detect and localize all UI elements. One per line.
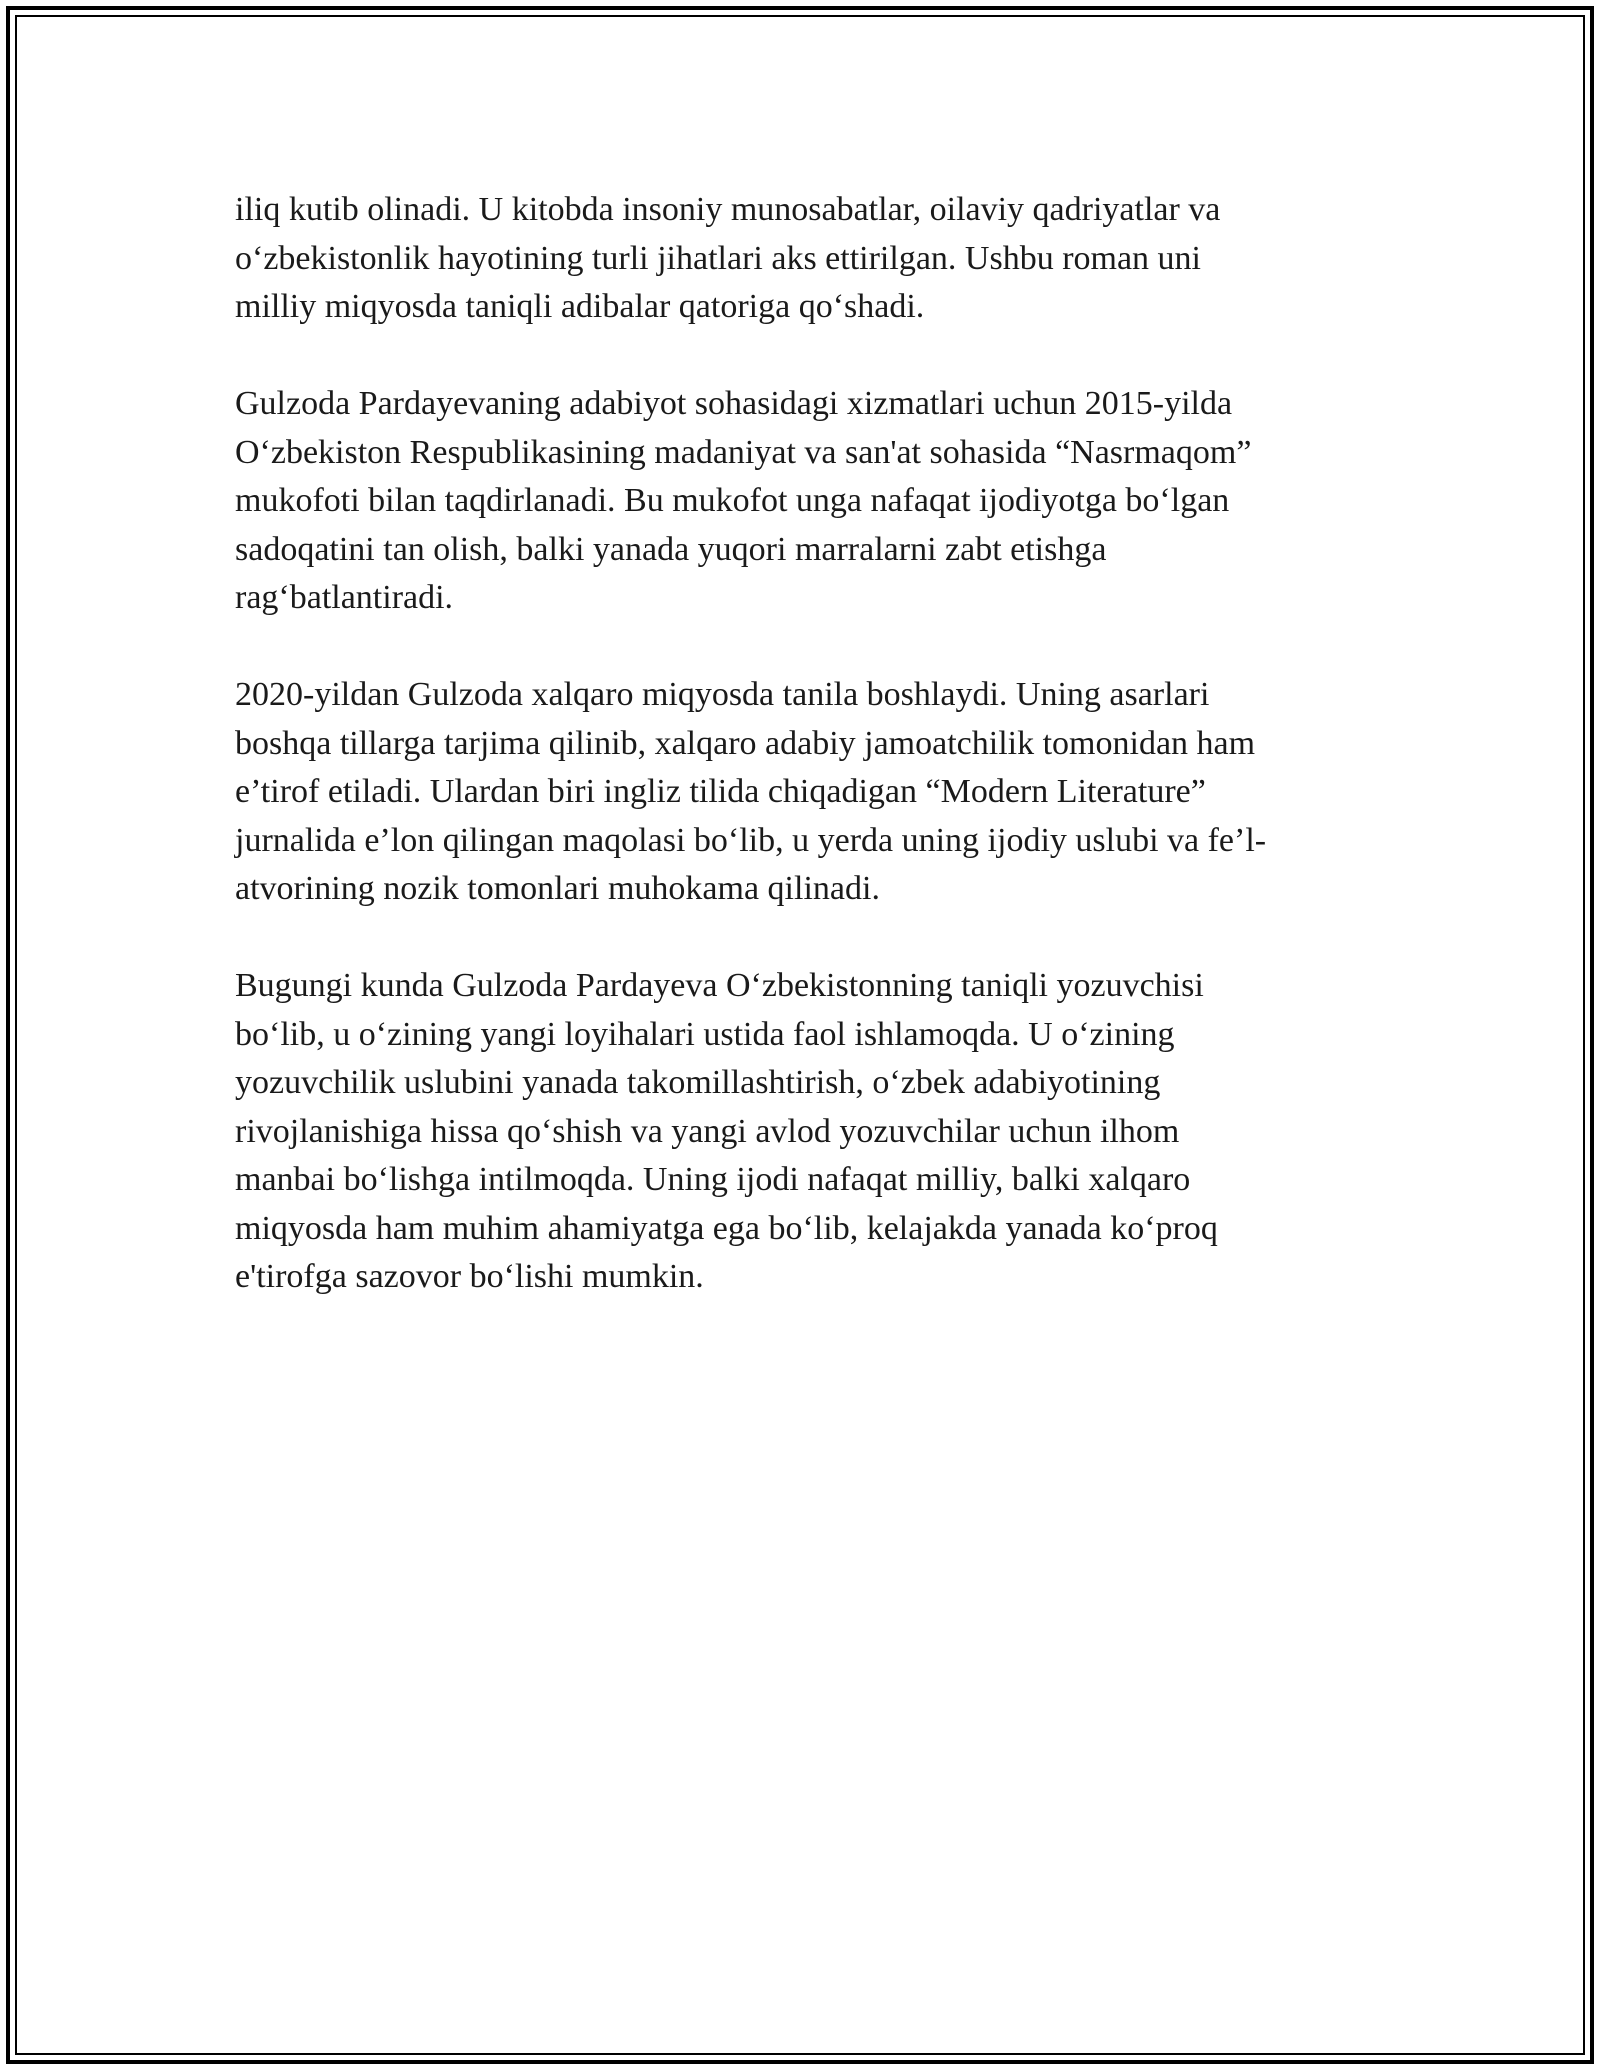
document-body [235, 186, 1385, 1350]
text-line: atvorining nozik tomonlari muhokama qilinadi. [235, 870, 880, 907]
text-line: bo‘lib, u o‘zining yangi loyihalari ustida faol ishlamoqda. U o‘zining [235, 1015, 1175, 1053]
text-line: iliq kutib olinadi. U kitobda insoniy munosabatlar, oilaviy qadriyatlar va [235, 191, 1221, 228]
text-line: e'tirofga sazovor bo‘lishi mumkin. [235, 1258, 704, 1295]
text-line: O‘zbekiston Respublikasining madaniyat va san'at sohasida “Nasrmaqom” [235, 433, 1252, 471]
paragraph-1 [235, 186, 1385, 332]
text-line: e’tirof etiladi. Ulardan biri ingliz tilida chiqadigan “Modern Literature” [235, 773, 1206, 810]
text-line: Gulzoda Pardayevaning adabiyot sohasidagi xizmatlari uchun 2015-yilda [235, 385, 1233, 422]
paragraph-4 [235, 962, 1385, 1302]
paragraph-2 [235, 380, 1385, 623]
text-line: milliy miqyosda taniqli adibalar qatoriga qo‘shadi. [235, 288, 925, 325]
text-line: jurnalida e’lon qilingan maqolasi bo‘lib, u yerda uning ijodiy uslubi va fe’l- [235, 821, 1267, 859]
text-line: rag‘batlantiradi. [235, 579, 454, 616]
text-line: 2020-yildan Gulzoda xalqaro miqyosda tanila boshlaydi. Uning asarlari [235, 676, 1210, 713]
text-line: mukofoti bilan taqdirlanadi. Bu mukofot unga nafaqat ijodiyotga bo‘lgan [235, 482, 1230, 519]
text-line: boshqa tillarga tarjima qilinib, xalqaro adabiy jamoatchilik tomonidan ham [235, 724, 1256, 762]
text-line: yozuvchilik uslubini yanada takomillashtirish, o‘zbek adabiyotining [235, 1064, 1161, 1101]
text-line: sadoqatini tan olish, balki yanada yuqori marralarni zabt etishga [235, 530, 1107, 568]
text-line: Bugungi kunda Gulzoda Pardayeva O‘zbekistonning taniqli yozuvchisi [235, 967, 1204, 1004]
text-line: o‘zbekistonlik hayotining turli jihatlari aks ettirilgan. Ushbu roman uni [235, 239, 1201, 277]
text-line: rivojlanishiga hissa qo‘shish va yangi avlod yozuvchilar uchun ilhom [235, 1112, 1180, 1150]
text-line: miqyosda ham muhim ahamiyatga ega bo‘lib, kelajakda yanada ko‘proq [235, 1209, 1218, 1247]
paragraph-3 [235, 671, 1385, 914]
text-line: manbai bo‘lishga intilmoqda. Uning ijodi nafaqat milliy, balki xalqaro [235, 1161, 1191, 1198]
